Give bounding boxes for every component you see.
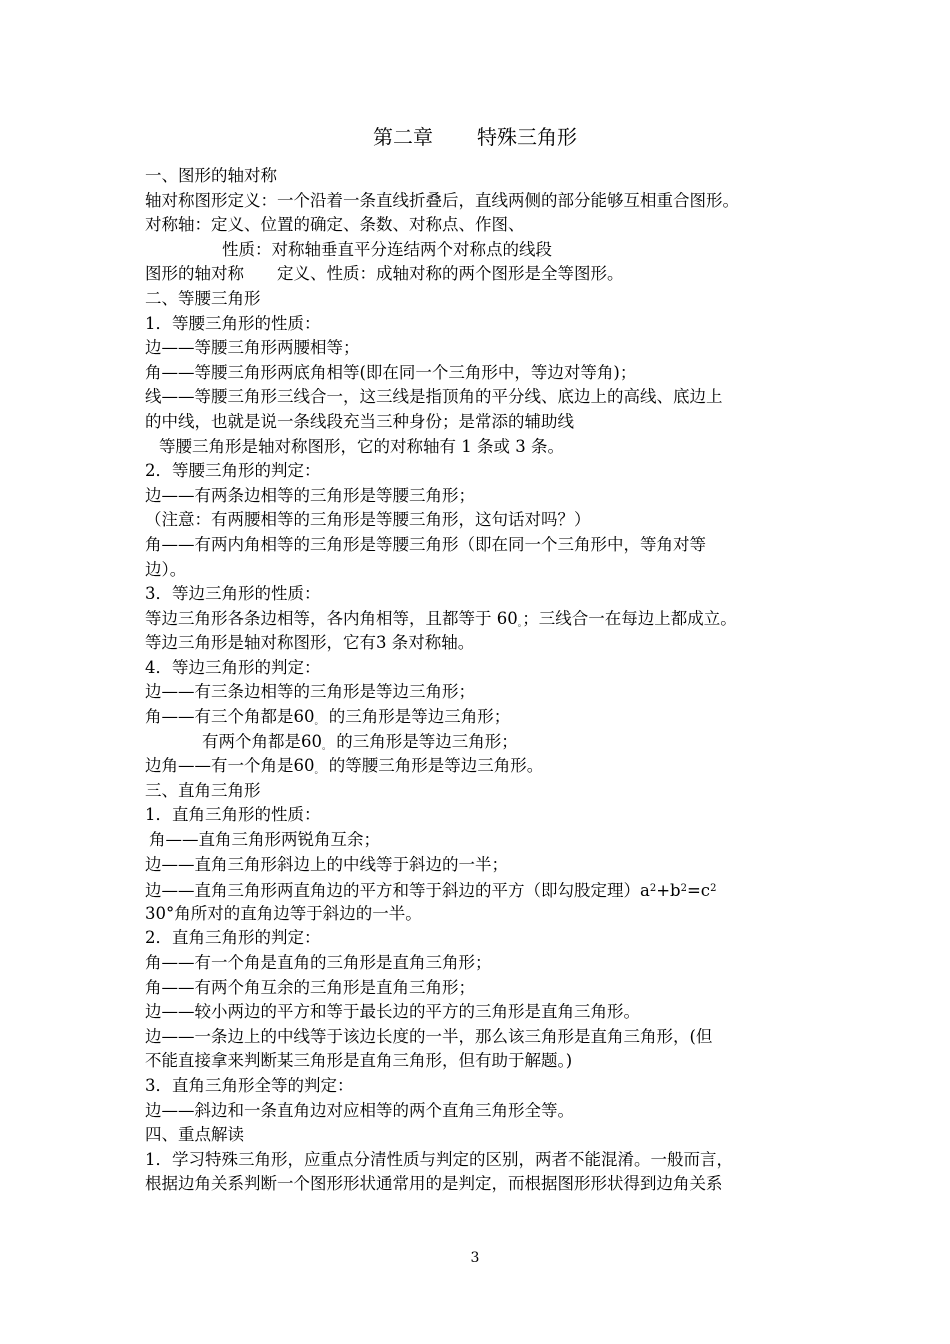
paragraph-line: 边）。 (145, 559, 187, 579)
paragraph-line: 不能直接拿来判断某三角形是直角三角形，但有助于解题。) (145, 1051, 573, 1071)
subsection-heading: 3．等边三角形的性质： (145, 584, 321, 604)
text-run: 等边三角形各条边相等，各内角相等，且都等于 60 (145, 608, 518, 628)
subsection-heading: 2．等腰三角形的判定： (145, 461, 321, 481)
subsection-heading: 1．等腰三角形的性质： (145, 313, 321, 333)
text-run: 边角——有一个角是60 (145, 756, 315, 776)
paragraph-line: 对称轴：定义、位置的确定、条数、对称点、作图、 (145, 215, 525, 235)
section-heading: 一、图形的轴对称 (145, 166, 277, 185)
text-run: 角——有三个角都是60 (145, 707, 315, 727)
paragraph-line: 1．学习特殊三角形，应重点分清性质与判定的区别，两者不能混淆。一般而言， (145, 1149, 733, 1169)
degree-mark: 。 (517, 618, 523, 629)
subsection-heading: 3．直角三角形全等的判定： (145, 1075, 354, 1095)
degree-mark: 。 (314, 717, 324, 728)
paragraph-line: 等腰三角形是轴对称图形，它的对称轴有 1 条或 3 条。 (159, 436, 564, 456)
paragraph-line: 的中线，也就是说一条线段充当三种身份；是常添的辅助线 (145, 411, 574, 431)
degree-mark: 。 (322, 741, 332, 752)
text-run: 有两个角都是60 (202, 731, 322, 751)
document-body (145, 164, 825, 1197)
text-run: 边——直角三角形两直角边的平方和等于斜边的平方（即勾股定理） (145, 881, 640, 901)
chapter-number: 第二章 (373, 125, 433, 149)
subsection-heading: 2．直角三角形的判定： (145, 928, 321, 948)
subsection-heading: 4．等边三角形的判定： (145, 657, 321, 677)
text-run: 的三角形是等边三角形； (323, 707, 511, 727)
paragraph-line: 边——一条边上的中线等于该边长度的一半，那么该三角形是直角三角形，(但 (145, 1026, 713, 1046)
paragraph-line: 边——有两条边相等的三角形是等腰三角形； (145, 485, 475, 505)
paragraph-line: 图形的轴对称 定义、性质：成轴对称的两个图形是全等图形。 (145, 264, 624, 284)
section-heading: 二、等腰三角形 (145, 288, 261, 308)
degree-mark: 。 (314, 766, 324, 777)
paragraph-line: 等边三角形是轴对称图形，它有3 条对称轴。 (145, 633, 475, 653)
paragraph-line (145, 877, 825, 902)
subsection-heading: 1．直角三角形的性质： (145, 805, 321, 825)
text-run: 的三角形是等边三角形； (331, 731, 518, 751)
paragraph-line: 线——等腰三角形三线合一，这三线是指顶角的平分线、底边上的高线、底边上 (145, 387, 723, 407)
section-heading: 三、直角三角形 (145, 780, 261, 800)
paragraph-line (145, 730, 825, 755)
paragraph-line (145, 705, 825, 730)
paragraph-line: 边——较小两边的平方和等于最长边的平方的三角形是直角三角形。 (145, 1002, 640, 1022)
paragraph-line: 边——等腰三角形两腰相等； (145, 338, 360, 358)
paragraph-line (145, 754, 825, 779)
paragraph-line: 30°角所对的直角边等于斜边的一半。 (145, 903, 422, 923)
chapter-name: 特殊三角形 (477, 125, 577, 149)
paragraph-line: （注意：有两腰相等的三角形是等腰三角形，这句话对吗？） (145, 510, 591, 530)
paragraph-line: 角——直角三角形两锐角互余； (149, 830, 380, 850)
paragraph-line: 边——有三条边相等的三角形是等边三角形； (145, 682, 475, 702)
text-run: 的等腰三角形是等边三角形。 (323, 756, 544, 776)
paragraph-line: 角——有两内角相等的三角形是等腰三角形（即在同一个三角形中，等角对等 (145, 534, 706, 554)
paragraph-line: 边——斜边和一条直角边对应相等的两个直角三角形全等。 (145, 1100, 574, 1120)
paragraph-line: 角——等腰三角形两底角相等(即在同一个三角形中，等边对等角)； (145, 362, 637, 382)
text-run: ；三线合一在每边上都成立。 (522, 608, 737, 628)
paragraph-line (145, 607, 825, 632)
paragraph-line: 性质：对称轴垂直平分连结两个对称点的线段 (222, 239, 552, 259)
paragraph-line: 角——有一个角是直角的三角形是直角三角形； (145, 953, 492, 972)
paragraph-line: 边——直角三角形斜边上的中线等于斜边的一半； (145, 854, 508, 874)
paragraph-line: 根据边角关系判断一个图形形状通常用的是判定，而根据图形形状得到边角关系 (145, 1174, 723, 1194)
paragraph-line: 轴对称图形定义：一个沿着一条直线折叠后，直线两侧的部分能够互相重合图形。 (145, 190, 739, 210)
page-number: 3 (470, 1250, 480, 1266)
section-heading: 四、重点解读 (145, 1125, 244, 1145)
formula: $a^2+b^2=c^2$ (640, 881, 717, 901)
chapter-title (0, 124, 950, 150)
paragraph-line: 角——有两个角互余的三角形是直角三角形； (145, 977, 475, 997)
